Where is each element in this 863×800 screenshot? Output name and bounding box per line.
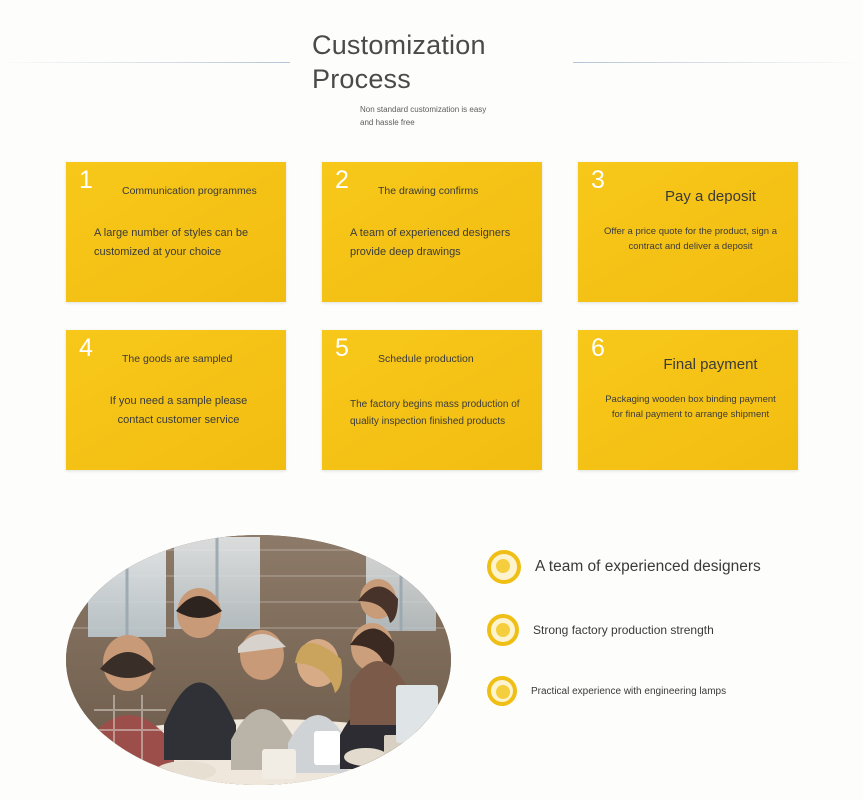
highlight-label: A team of experienced designers [535,558,761,575]
page-title-line1: Customization [312,30,486,60]
page-subtitle-line1: Non standard customization is easy [360,105,487,114]
highlight-item-1 [487,550,847,584]
step-body: A team of experienced designers provide deep drawings [350,227,511,258]
header-rule-left [0,62,290,63]
step-card-5 [322,330,542,470]
step-card-6 [578,330,798,470]
process-steps-row-2 [66,330,798,470]
step-heading: The goods are sampled [122,353,233,365]
step-heading: The drawing confirms [378,185,479,197]
step-body: Packaging wooden box binding payment for final payment to arrange shipment [605,394,776,420]
step-card-4 [66,330,286,470]
step-card-1 [66,162,286,302]
bullet-ring-icon [487,614,519,646]
bullet-ring-icon [487,550,521,584]
step-number: 3 [591,166,605,194]
page-subtitle [360,103,660,129]
step-number: 2 [335,166,349,194]
step-body: If you need a sample please contact customer service [109,395,248,426]
step-card-3 [578,162,798,302]
team-meeting-photo [66,535,451,785]
bullet-ring-icon [487,676,517,706]
step-body: Offer a price quote for the product, sign a contract and deliver a deposit [603,226,778,252]
page-title [312,28,732,96]
step-number: 4 [79,334,93,362]
highlight-item-3 [487,676,847,706]
step-body: The factory begins mass production of quality inspection finished products [350,399,520,427]
bottom-section [0,520,863,800]
page-header [0,0,863,150]
step-heading: Pay a deposit [665,188,756,205]
step-heading: Communication programmes [122,185,257,197]
highlight-item-2 [487,614,847,646]
process-steps-grid [66,162,798,470]
step-heading: Final payment [663,356,758,373]
step-card-2 [322,162,542,302]
highlight-label: Strong factory production strength [533,623,714,637]
step-number: 5 [335,334,349,362]
step-number: 6 [591,334,605,362]
page-title-line2: Process [312,64,411,94]
highlights-list [487,550,847,736]
step-heading: Schedule production [378,353,474,365]
step-number: 1 [79,166,93,194]
process-steps-row-1 [66,162,798,302]
step-body: A large number of styles can be customized at your choice [94,227,249,258]
highlight-label: Practical experience with engineering lamps [531,685,727,697]
page-subtitle-line2: and hassle free [360,118,415,127]
